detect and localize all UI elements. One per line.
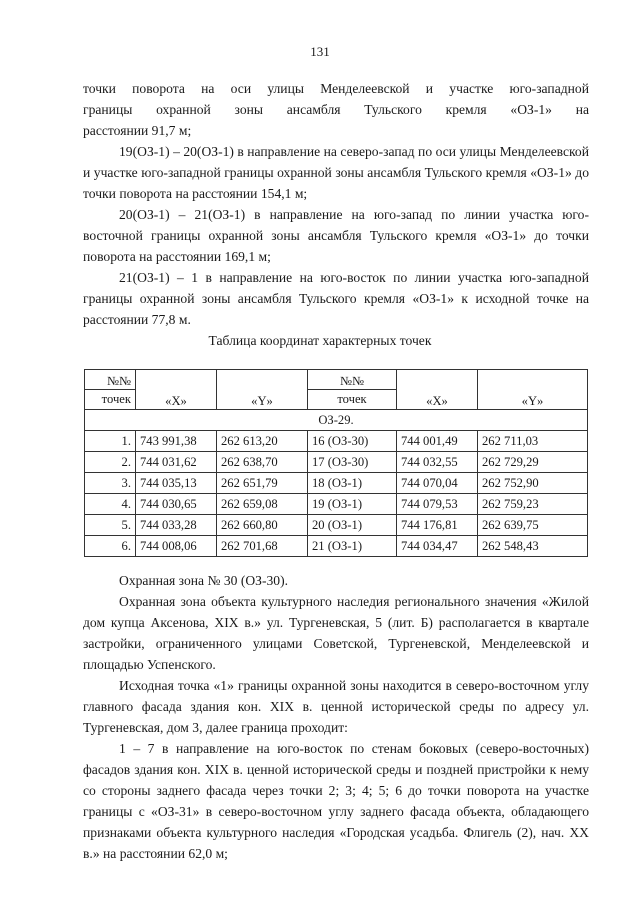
bottom-paragraphs [83,570,589,864]
cell-x2: 744 079,53 [397,494,478,515]
cell-y2: 262 759,23 [478,494,588,515]
cell-x2: 744 001,49 [397,431,478,452]
cell-y: 262 638,70 [217,452,308,473]
cell-y2: 262 752,90 [478,473,588,494]
header-num2-top: №№ [308,370,397,390]
paragraph-start-point: Исходная точка «1» границы охранной зоны находится в северо-восточном углу главного фасада здания кон. XIX в. ценной исторической среды по адресу ул. Тургеневская, дом 3, далее граница проходит: [83,678,589,735]
table-row [85,515,588,536]
cell-y: 262 613,20 [217,431,308,452]
cell-x: 744 031,62 [136,452,217,473]
paragraph-segment-21-1: 21(ОЗ-1) – 1 в направление на юго-восток по линии участка юго-западной границы охранной зоны ансамбля Тульского кремля «ОЗ-1» к исходной точке на расстоянии 77,8 м. [83,270,589,327]
cell-point: 18 (ОЗ-1) [308,473,397,494]
intro-paragraph [83,78,589,141]
cell-y: 262 660,80 [217,515,308,536]
section-heading-oz-30: Охранная зона № 30 (ОЗ-30). [119,573,289,588]
table-row [85,536,588,557]
header-y: «Y» [217,370,308,410]
cell-num: 6. [85,536,136,557]
cell-num: 4. [85,494,136,515]
intro-line: границы охранной зоны ансамбля Тульского кремля «ОЗ-1» на [83,102,589,117]
cell-point: 20 (ОЗ-1) [308,515,397,536]
cell-y: 262 651,79 [217,473,308,494]
intro-line: точки поворота на оси улицы Менделеевской и участке юго-западной [83,81,589,96]
cell-num: 2. [85,452,136,473]
table-row [85,473,588,494]
cell-x: 744 033,28 [136,515,217,536]
table-row [85,431,588,452]
header-num2-bottom: точек [308,390,397,410]
cell-x2: 744 032,55 [397,452,478,473]
table-caption: Таблица координат характерных точек [208,333,432,348]
coordinates-table [84,369,588,557]
cell-y: 262 701,68 [217,536,308,557]
intro-line: расстоянии 91,7 м; [83,123,192,138]
paragraph-segment-1-7: 1 – 7 в направление на юго-восток по стенам боковых (северо-восточных) фасадов здания кон. XIX в. ценной исторической среды и поздней пристройки к нему со стороны заднего фасада через точки 2; 3; 4; 5; 6 до точки поворота на участке границы с «ОЗ-31» в северо-восточном углу заднего фасада объекта, обладающего признаками объекта культурного наследия «Городская усадьба. Флигель (2), нач. XX в.» на расстоянии 62,0 м; [83,741,589,861]
cell-point: 21 (ОЗ-1) [308,536,397,557]
cell-x2: 744 070,04 [397,473,478,494]
header-x: «X» [136,370,217,410]
cell-y2: 262 711,03 [478,431,588,452]
cell-point: 17 (ОЗ-30) [308,452,397,473]
page-number: 131 [310,44,330,59]
cell-x: 743 991,38 [136,431,217,452]
top-paragraphs [83,141,589,330]
cell-y: 262 659,08 [217,494,308,515]
paragraph-segment-19-20: 19(ОЗ-1) – 20(ОЗ-1) в направление на северо-запад по оси улицы Менделеевской и участке юго-западной границы охранной зоны ансамбля Тульского кремля «ОЗ-1» до точки поворота на расстоянии 154,1 м; [83,144,589,201]
cell-point: 19 (ОЗ-1) [308,494,397,515]
header-num-bottom: точек [85,390,136,410]
cell-num: 3. [85,473,136,494]
table-row [85,452,588,473]
cell-x2: 744 176,81 [397,515,478,536]
paragraph-segment-20-21: 20(ОЗ-1) – 21(ОЗ-1) в направление на юго-запад по линии участка юго-восточной границы охранной зоны ансамбля Тульского кремля «ОЗ-1» до точки поворота на расстоянии 169,1 м; [83,207,589,264]
table-row [85,494,588,515]
cell-y2: 262 729,29 [478,452,588,473]
cell-x: 744 008,06 [136,536,217,557]
cell-point: 16 (ОЗ-30) [308,431,397,452]
cell-num: 1. [85,431,136,452]
cell-y2: 262 548,43 [478,536,588,557]
header-x2: «X» [397,370,478,410]
header-y2: «Y» [478,370,588,410]
cell-x: 744 035,13 [136,473,217,494]
header-num-top: №№ [85,370,136,390]
cell-y2: 262 639,75 [478,515,588,536]
cell-num: 5. [85,515,136,536]
zone-row [85,410,588,431]
zone-label: ОЗ-29. [85,410,588,431]
paragraph-zone-description: Охранная зона объекта культурного наследия регионального значения «Жилой дом купца Аксенова, XIX в.» ул. Тургеневская, 5 (лит. Б) располагается в квартале застройки, ограниченного улицами Советской, Тургеневской, Менделеевской и площадью Успенского. [83,594,589,672]
cell-x2: 744 034,47 [397,536,478,557]
cell-x: 744 030,65 [136,494,217,515]
